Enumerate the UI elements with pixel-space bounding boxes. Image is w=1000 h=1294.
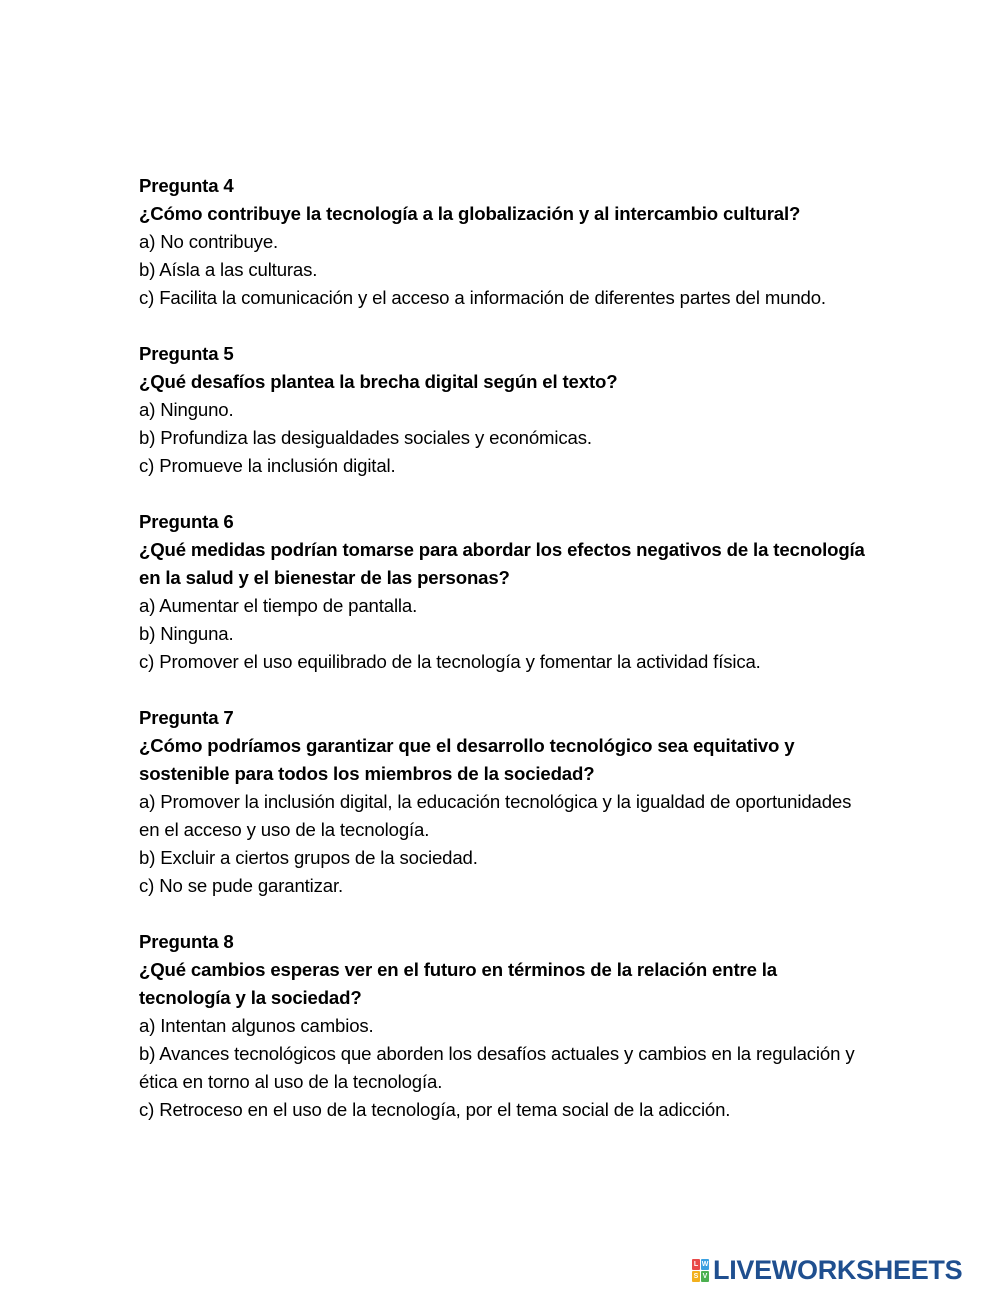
question-heading: Pregunta 4: [139, 175, 234, 196]
liveworksheets-logo: [692, 1254, 962, 1286]
logo-cell: W: [701, 1260, 709, 1268]
option-c: c) Promueve la inclusión digital.: [139, 455, 396, 476]
option-b: b) Profundiza las desigualdades sociales y económicas.: [139, 427, 592, 448]
question-text: ¿Cómo podríamos garantizar que el desarrollo tecnológico sea equitativo y sostenible para todos los miembros de la sociedad?: [139, 735, 795, 784]
option-a: a) Intentan algunos cambios.: [139, 1015, 374, 1036]
option-b: b) Aísla a las culturas.: [139, 259, 318, 280]
logo-cell: L: [693, 1260, 699, 1268]
option-c: c) Promover el uso equilibrado de la tecnología y fomentar la actividad física.: [139, 651, 761, 672]
option-c: c) Facilita la comunicación y el acceso a información de diferentes partes del mundo.: [139, 287, 826, 308]
option-a: a) Ninguno.: [139, 399, 234, 420]
liveworksheets-logo-icon: [692, 1259, 709, 1282]
question-5: [139, 340, 869, 480]
question-8: [139, 928, 869, 1124]
question-heading: Pregunta 8: [139, 931, 234, 952]
question-7: [139, 704, 869, 900]
question-text: ¿Qué medidas podrían tomarse para abordar los efectos negativos de la tecnología en la salud y el bienestar de las personas?: [139, 539, 865, 588]
logo-cell: S: [693, 1272, 699, 1280]
option-b: b) Ninguna.: [139, 623, 234, 644]
option-b: b) Excluir a ciertos grupos de la sociedad.: [139, 847, 478, 868]
question-heading: Pregunta 5: [139, 343, 234, 364]
worksheet-page: [139, 172, 869, 1152]
option-c: c) No se pude garantizar.: [139, 875, 343, 896]
option-a: a) Promover la inclusión digital, la educación tecnológica y la igualdad de oportunidades en el acceso y uso de la tecnología.: [139, 791, 852, 840]
option-c: c) Retroceso en el uso de la tecnología, por el tema social de la adicción.: [139, 1099, 731, 1120]
question-text: ¿Cómo contribuye la tecnología a la globalización y al intercambio cultural?: [139, 203, 801, 224]
question-heading: Pregunta 6: [139, 511, 234, 532]
option-a: a) No contribuye.: [139, 231, 279, 252]
question-heading: Pregunta 7: [139, 707, 234, 728]
option-b: b) Avances tecnológicos que aborden los desafíos actuales y cambios en la regulación y ética en torno al uso de la tecnología.: [139, 1043, 855, 1092]
question-6: [139, 508, 869, 676]
logo-cell: V: [702, 1272, 708, 1280]
option-a: a) Aumentar el tiempo de pantalla.: [139, 595, 418, 616]
logo-text: LIVEWORKSHEETS: [713, 1254, 963, 1285]
question-text: ¿Qué desafíos plantea la brecha digital según el texto?: [139, 371, 618, 392]
question-text: ¿Qué cambios esperas ver en el futuro en términos de la relación entre la tecnología y la sociedad?: [139, 959, 777, 1008]
question-4: [139, 172, 869, 312]
